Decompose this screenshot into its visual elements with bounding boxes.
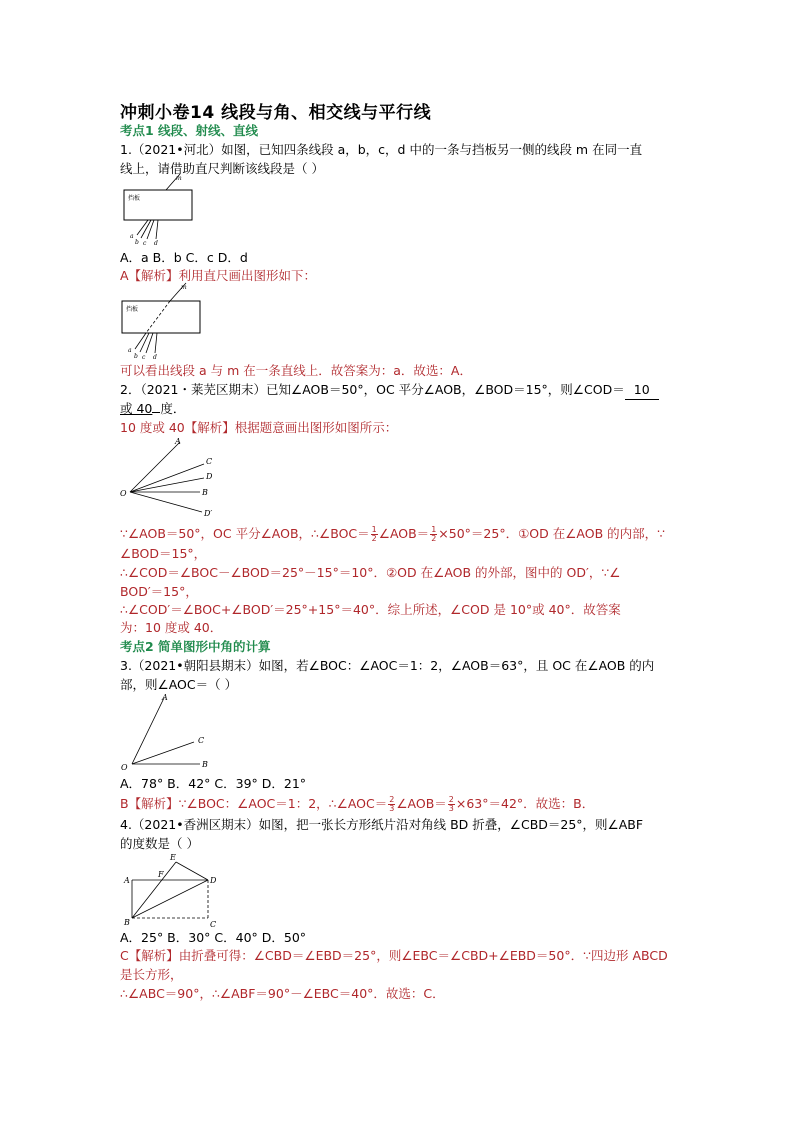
ray-OD [130, 478, 204, 492]
q2-solution-4: BOD′＝15°， [120, 584, 198, 599]
q2-blank-cont: 或 40 [120, 401, 153, 416]
fraction-half: $\frac{1}{2}$ [371, 525, 377, 543]
q1-answer-1: A【解析】利用直尺画出图形如下： [120, 268, 317, 283]
q3-line1: 3.（2021•朝阳县期末）如图，若∠BOC：∠AOC＝1：2，∠AOB＝63°，且 OC 在∠AOB 的内 [120, 658, 655, 673]
q1-line1: 1.（2021•河北）如图，已知四条线段 a，b，c，d 中的一条与挡板另一侧的线段 m 在同一直 [120, 142, 643, 157]
page-title: 冲刺小卷14 线段与角、相交线与平行线 [120, 103, 432, 123]
q2-line2 [120, 399, 185, 418]
folded-BE [132, 862, 176, 918]
q2-unit: 度． [160, 401, 186, 416]
label-m: m [181, 284, 187, 291]
q2-solution-2: ∠BOD＝15°， [120, 546, 207, 561]
label-O: O [120, 489, 127, 498]
diagonal-BD [132, 880, 208, 918]
label-E: E [170, 853, 176, 862]
q3-answer: B【解析】∵∠BOC：∠AOC＝1：2，∴∠AOC＝ $\frac{2}{3}$ ∠AOB＝ $\frac{2}{3}$ ×63°＝42°．故选：B． [120, 795, 595, 813]
q3-options: A．78° B．42° C．39° D．21° [120, 776, 307, 791]
label-C: C [198, 736, 205, 745]
board-label: 挡板 [128, 195, 141, 202]
q2-line1 [120, 380, 659, 400]
q2-blank: 10 [625, 380, 659, 400]
segment-d [155, 333, 157, 353]
fraction-two-thirds: $\frac{2}{3}$ [448, 795, 454, 813]
q4-figure [118, 850, 228, 928]
q2-solution-3: ∴∠COD＝∠BOC－∠BOD＝25°－15°＝10°．②OD 在∠AOB 的外部，图中的 OD′，∵∠ [120, 565, 621, 580]
label-B: B [124, 918, 130, 927]
ray-OA [130, 442, 180, 492]
q1-figure [118, 174, 208, 246]
q3-figure [118, 690, 218, 774]
segment-a [135, 333, 146, 349]
label-m: m [176, 175, 182, 182]
label-c: c [143, 240, 147, 246]
label-B: B [202, 760, 208, 769]
section-heading-2: 考点2 简单图形中角的计算 [120, 639, 271, 654]
label-d: d [153, 354, 157, 361]
q4-answer-1: C【解析】由折叠可得：∠CBD＝∠EBD＝25°，则∠EBC＝∠CBD+∠EBD＝50°．∵四边形 ABCD [120, 948, 668, 963]
label-D: D [206, 472, 213, 481]
label-F: F [158, 870, 164, 879]
q2-solution-6: 为：10 度或 40． [120, 620, 223, 635]
q2-stem: 2．（2021・莱芜区期末）已知∠AOB＝50°，OC 平分∠AOB，∠BOD＝15°，则∠COD＝ [120, 382, 625, 397]
label-O: O [121, 763, 128, 772]
segment-a [137, 220, 148, 235]
label-C: C [206, 457, 213, 466]
label-b: b [135, 239, 139, 246]
section-heading-1: 考点1 线段、射线、直线 [120, 123, 259, 138]
q2-solution-1: ∵∠AOB＝50°，OC 平分∠AOB，∴∠BOC＝ $\frac{1}{2}$ ∠AOB＝ $\frac{1}{2}$ ×50°＝25°．①OD 在∠AOB 的内部，∵ [120, 525, 666, 543]
ray-OC [130, 464, 204, 492]
q3-line2: 部，则∠AOC＝（ ） [120, 677, 238, 692]
q2-figure [118, 436, 228, 520]
fraction-half: $\frac{1}{2}$ [431, 525, 437, 543]
q1-line2: 线上，请借助直尺判断该线段是（ ） [120, 161, 324, 176]
label-D-prime: D′ [204, 509, 213, 518]
q2-answer-head: 10 度或 40【解析】根据题意画出图形如图所示： [120, 420, 398, 435]
q4-line2: 的度数是（ ） [120, 836, 199, 851]
label-A: A [175, 437, 181, 446]
q4-answer-2: 是长方形， [120, 967, 183, 982]
label-C: C [210, 920, 217, 928]
label-b: b [134, 353, 138, 360]
q2-solution-5: ∴∠COD′＝∠BOC+∠BOD′＝25°+15°＝40°．综上所述，∠COD 是 10°或 40°．故答案 [120, 602, 621, 617]
q1-solution-figure [118, 281, 208, 361]
label-a: a [128, 347, 132, 354]
q4-answer-3: ∴∠ABC＝90°，∴∠ABF＝90°－∠EBC＝40°．故选：C． [120, 986, 445, 1001]
board-label: 挡板 [126, 306, 139, 313]
segment-d [156, 220, 158, 239]
label-B: B [202, 488, 208, 497]
label-A: A [124, 876, 130, 885]
q4-options: A．25° B．30° C．40° D．50° [120, 930, 307, 945]
label-D: D [210, 876, 217, 885]
segment-c [146, 333, 153, 353]
segment-c [147, 220, 154, 239]
folded-ED [176, 862, 208, 880]
label-a: a [130, 233, 134, 240]
fraction-two-thirds: $\frac{2}{3}$ [389, 795, 395, 813]
q1-answer-2: 可以看出线段 a 与 m 在一条直线上．故答案为：a．故选：A． [120, 363, 472, 378]
label-A: A [162, 693, 168, 702]
q4-line1: 4.（2021•香洲区期末）如图，把一张长方形纸片沿对角线 BD 折叠，∠CBD＝25°，则∠ABF [120, 817, 644, 832]
label-d: d [154, 240, 158, 246]
label-c: c [142, 354, 146, 361]
q1-options: A．a B．b C．c D．d [120, 250, 248, 265]
ray-OD-prime [130, 492, 202, 512]
